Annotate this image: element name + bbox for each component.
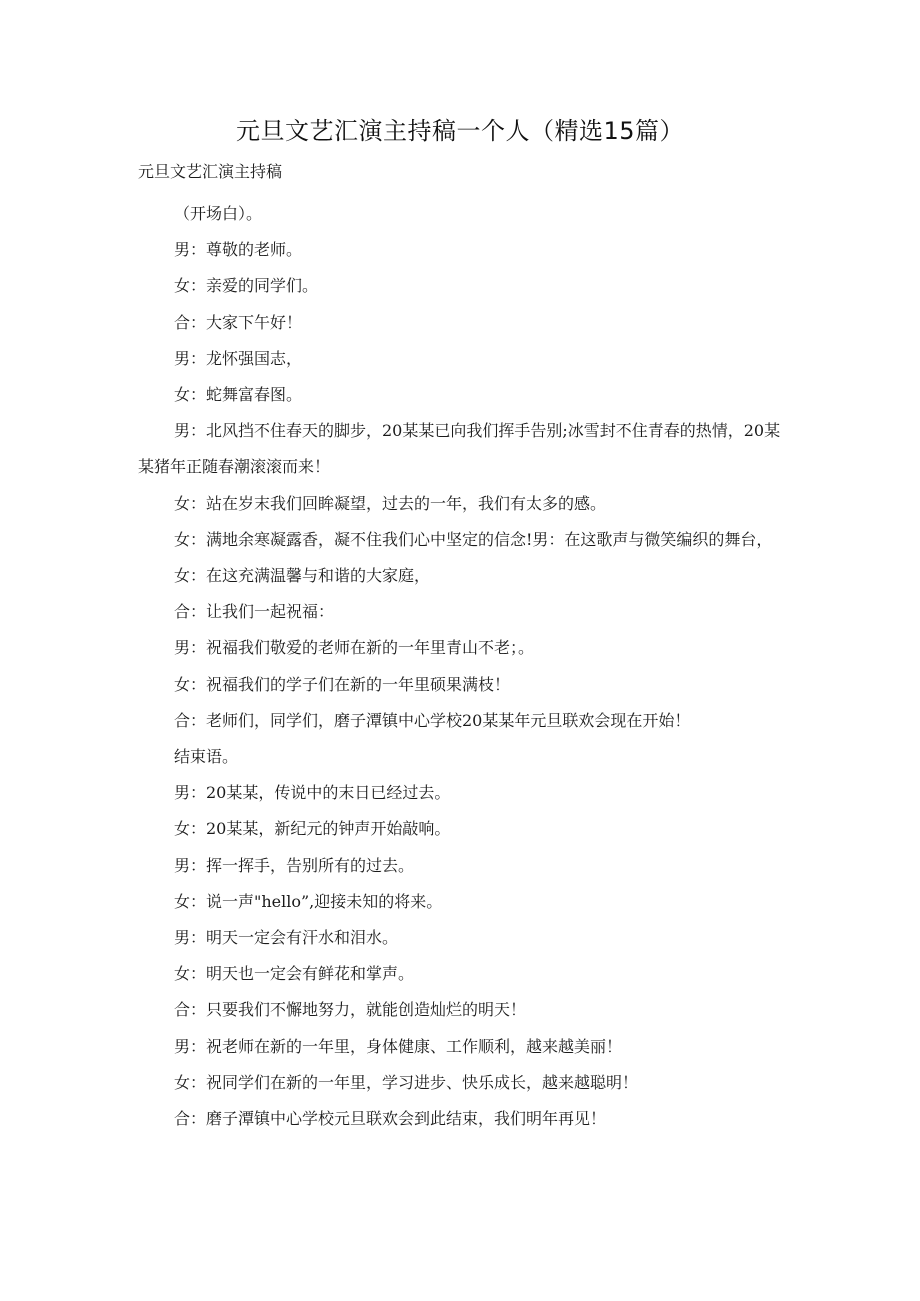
paragraph: 合：老师们，同学们，磨子潭镇中心学校20某某年元旦联欢会现在开始！ — [174, 710, 691, 730]
paragraph: 女：满地余寒凝露香，凝不住我们心中坚定的信念!男：在这歌声与微笑编织的舞台， — [174, 529, 773, 549]
paragraph: 男：20某某，传说中的末日已经过去。 — [174, 783, 451, 803]
paragraph: 女：在这充满温馨与和谐的大家庭， — [174, 566, 431, 586]
paragraph: 合：只要我们不懈地努力，就能创造灿烂的明天！ — [174, 1000, 527, 1020]
document-body — [138, 196, 783, 1137]
paragraph: 男：尊敬的老师。 — [174, 240, 303, 260]
paragraph: 女：20某某，新纪元的钟声开始敲响。 — [174, 819, 451, 839]
paragraph: 男：龙怀强国志， — [174, 348, 303, 368]
paragraph: （开场白）。 — [174, 204, 263, 223]
paragraph: 女：明天也一定会有鲜花和掌声。 — [174, 964, 415, 984]
paragraph: 女：说一声"hello”,迎接未知的将来。 — [174, 891, 443, 911]
paragraph: 女：祝同学们在新的一年里，学习进步、快乐成长，越来越聪明！ — [174, 1072, 639, 1092]
paragraph: 女：亲爱的同学们。 — [174, 276, 319, 296]
paragraph: 男：祝老师在新的一年里，身体健康、工作顺利，越来越美丽！ — [174, 1036, 623, 1056]
paragraph: 男：北风挡不住春天的脚步，20某某已向我们挥手告别;冰雪封不住青春的热情，20某某猪年正随春潮滚滚而来！ — [138, 421, 781, 477]
paragraph: 合：大家下午好！ — [174, 312, 303, 332]
paragraph: 结束语。 — [174, 747, 239, 767]
paragraph: 男：明天一定会有汗水和泪水。 — [174, 928, 399, 948]
paragraph: 女：蛇舞富春图。 — [174, 385, 303, 405]
paragraph: 男：祝福我们敬爱的老师在新的一年里青山不老；。 — [174, 638, 535, 658]
document-subtitle: 元旦文艺汇演主持稿 — [138, 162, 283, 181]
paragraph: 男：挥一挥手，告别所有的过去。 — [174, 855, 415, 875]
paragraph: 合：让我们一起祝福： — [174, 602, 335, 622]
paragraph: 女：祝福我们的学子们在新的一年里硕果满枝！ — [174, 674, 511, 694]
document-title: 元旦文艺汇演主持稿一个人（精选15篇） — [235, 117, 685, 145]
paragraph: 女：站在岁末我们回眸凝望，过去的一年，我们有太多的感。 — [174, 493, 607, 513]
paragraph: 合：磨子潭镇中心学校元旦联欢会到此结束，我们明年再见！ — [174, 1109, 607, 1129]
